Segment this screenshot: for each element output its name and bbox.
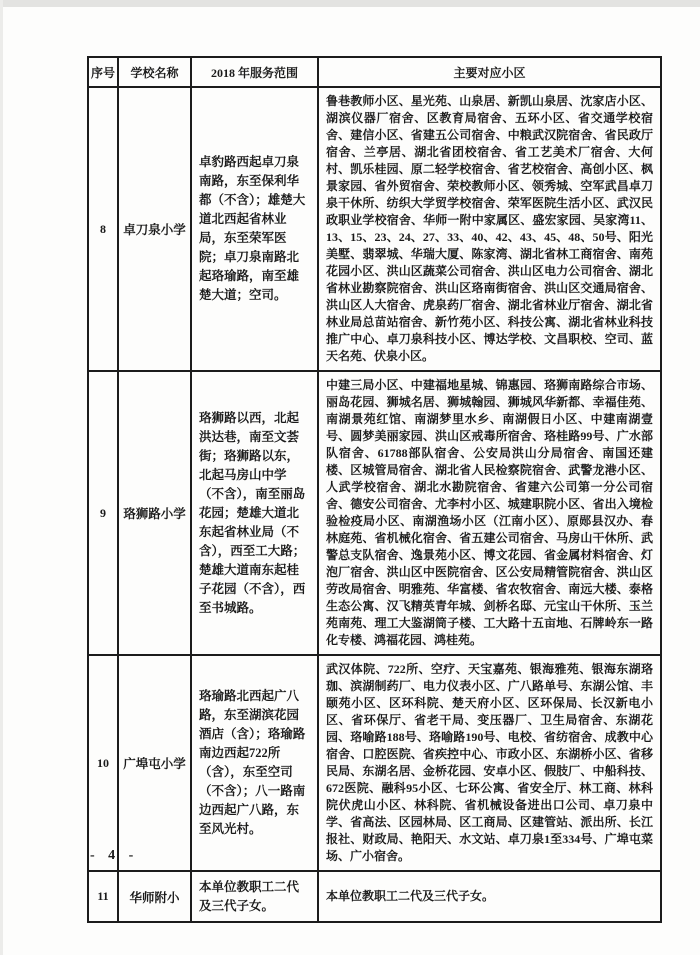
page-edge-left bbox=[0, 0, 3, 955]
school-name: 卓刀泉小学 bbox=[118, 87, 191, 371]
service-range: 卓豹路西起卓刀泉南路，东至保利华都（不含）；雄楚大道北西起省林业局，东至荣军医院；卓刀泉南路北起珞瑜路，南至雄楚大道；空司。 bbox=[191, 87, 318, 371]
table-row bbox=[88, 87, 661, 371]
table-row bbox=[88, 871, 661, 922]
service-range: 珞狮路以西，北起洪达巷，南至文荟街；珞狮路以东，北起马房山中学（不含），南至丽岛花园；楚雄大道北东起省林业局（不含），西至工大路；楚雄大道南东起桂子花园（不含），西至书城路。 bbox=[191, 371, 318, 655]
header-communities: 主要对应小区 bbox=[318, 57, 661, 87]
communities: 中建三局小区、中建福地星城、锦惠园、珞狮南路综合市场、丽岛花园、狮城名居、狮城翰园、狮城风华新都、幸福佳苑、南湖景苑红馆、南湖梦里水乡、南湖假日小区、中建南湖壹号、圆梦美丽家园、洪山区戒毒所宿舍、珞桂路99号、广水部队宿舍、61788部队宿舍、公安局洪山分局宿舍、南国还建楼、区城管局宿舍、湖北省人民检察院宿舍、武警龙港小区、人武学校宿舍、湖北水勘院宿舍、省建六公司第一分公司宿舍、德安公司宿舍、尤李村小区、城建职院小区、省出入境检验检疫局小区、南湖渔场小区（江南小区）、原郧县汉办、春林庭苑、省机械化宿舍、省五建公司宿舍、马房山干休所、武警总支队宿舍、逸景苑小区、博文花园、省金属材料宿舍、灯泡厂宿舍、洪山区中医院宿舍、区公安局精管院宿舍、洪山区劳改局宿舍、明雅苑、华富楼、省农牧宿舍、南远大楼、泰格生态公寓、汉飞精英青年城、剑桥名邸、元宝山干休所、玉兰苑南苑、理工大鉴湖筒子楼、工大路十五亩地、石牌岭东一路化专楼、鸿福花园、鸿桂苑。 bbox=[318, 371, 661, 655]
serial-number: 8 bbox=[88, 87, 118, 371]
communities: 鲁巷教师小区、星光苑、山泉居、新凯山泉居、沈家店小区、湖滨仪器厂宿舍、区教育局宿舍、五环小区、省交通学校宿舍、建信小区、省建五公司宿舍、中粮武汉院宿舍、省民政厅宿舍、兰亭居、湖北省团校宿舍、省工艺美术厂宿舍、大何村、凯乐桂园、原二轻学校宿舍、省艺校宿舍、高创小区、枫景家园、省外贸宿舍、荣校教师小区、领秀城、空军武昌卓刀泉干休所、纺织大学贸学校宿舍、荣军医院生活小区、武汉民政职业学校宿舍、华师一附中家属区、盛宏家园、吴家湾11、13、15、23、24、27、33、40、42、43、45、48、50号、阳光美墅、翡翠城、华瑞大厦、陈家湾、湖北省林工商宿舍、南苑花园小区、洪山区蔬菜公司宿舍、洪山区电力公司宿舍、湖北省林业勘察院宿舍、洪山区珞南街宿舍、洪山区交通局宿舍、洪山区人大宿舍、虎泉药厂宿舍、湖北省林业厅宿舍、湖北省林业局总苗站宿舍、新竹苑小区、科技公寓、湖北省林业科技推广中心、卓刀泉科技小区、博达学校、文昌职校、空司、蓝天名苑、伏泉小区。 bbox=[318, 87, 661, 371]
school-name: 华师附小 bbox=[118, 871, 191, 922]
school-name: 广埠屯小学 bbox=[118, 655, 191, 871]
page-edge-top bbox=[0, 0, 700, 7]
header-serial-number: 序号 bbox=[88, 57, 118, 87]
header-school-name: 学校名称 bbox=[118, 57, 191, 87]
serial-number: 11 bbox=[88, 871, 118, 922]
communities: 本单位教职工二代及三代子女。 bbox=[318, 871, 661, 922]
communities: 武汉体院、722所、空疗、天宝嘉苑、银海雅苑、银海东湖珞珈、滨湖制药厂、电力仪表小区、广八路单号、东湖公馆、丰颐苑小区、区环科院、楚天府小区、区环保局、长汉新电小区、省环保厅、省老干局、变压器厂、卫生局宿舍、东湖花园、珞喻路188号、珞喻路190号、电校、省纺宿舍、成教中心宿舍、口腔医院、省疾控中心、市政小区、东湖桥小区、省移民局、东湖名居、金桥花园、安卓小区、假肢厂、中船科技、672医院、融科95小区、七环公寓、省安全厅、林工商、林科院伏虎山小区、林科院、省机械设备进出口公司、卓刀泉中学、省高法、区园林局、区工商局、区建管站、派出所、长江报社、财政局、艳阳天、水文站、卓刀泉1至334号、广埠屯菜场、广小宿舍。 bbox=[318, 655, 661, 871]
table-row bbox=[88, 371, 661, 655]
page-number: - 4 - bbox=[90, 848, 139, 863]
header-service-range: 2018 年服务范围 bbox=[191, 57, 318, 87]
table-header-row bbox=[88, 57, 661, 87]
serial-number: 9 bbox=[88, 371, 118, 655]
service-range: 本单位教职工二代及三代子女。 bbox=[191, 871, 318, 922]
service-range: 珞瑜路北西起广八路，东至湖滨花园酒店（含）；珞瑜路南边西起722所（含），东至空司（不含）；八一路南边西起广八路，东至风光村。 bbox=[191, 655, 318, 871]
school-service-table bbox=[87, 56, 662, 923]
school-name: 珞狮路小学 bbox=[118, 371, 191, 655]
table-row bbox=[88, 655, 661, 871]
serial-number: 10 bbox=[88, 655, 118, 871]
